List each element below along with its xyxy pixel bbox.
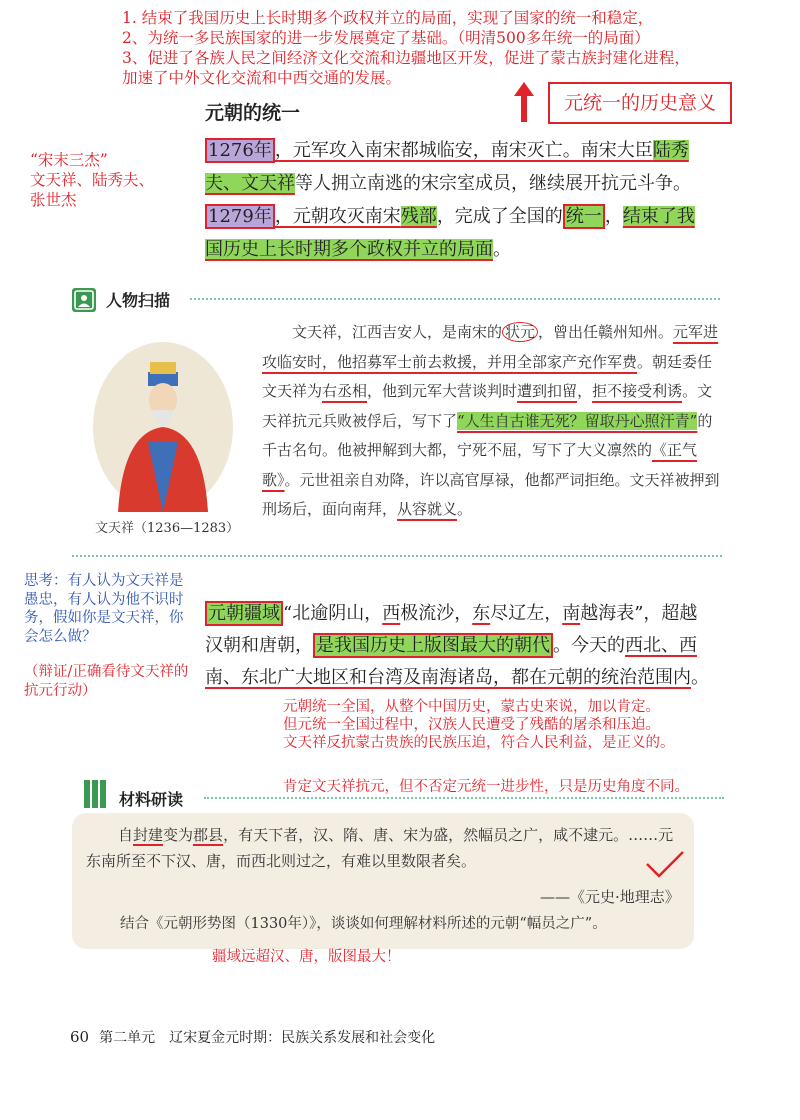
dialectical-view-note (24, 663, 214, 700)
song-three-heroes-note (30, 150, 190, 210)
note-line: 文天祥、陆秀夫、 (30, 171, 155, 189)
largest-dynasty-highlight: 是我国历史上版图最大的朝代 (313, 633, 553, 658)
east-underline: 东 (472, 603, 491, 624)
zhuangyuan-circled: 状元 (502, 322, 538, 342)
junxian-underline: 郡县 (193, 826, 224, 844)
detained-underline: 遭到扣留 (517, 382, 578, 400)
books-icon (84, 780, 106, 808)
section-divider (190, 298, 720, 300)
text-span: 变为 (163, 826, 194, 844)
material-reading-title: 材料研读 (119, 790, 184, 809)
unify-highlight: 统一 (563, 204, 605, 229)
text-span: ， (604, 206, 623, 227)
text-span: 自 (118, 826, 134, 844)
refuse-underline: 拒不接受利诱 (592, 382, 683, 400)
text-span: “北逾阴山， (283, 603, 383, 624)
regions-underline: 西北、西南、东北广大地区和台湾及南海诸岛，都在元朝的统治范围内 (205, 635, 697, 688)
affirm-note: 肯定文天祥抗元，但不否定元统一进步性，只是历史角度不同。 (283, 779, 689, 795)
material-quote (86, 822, 686, 874)
family-wealth-underline: 全部家产充作军费 (517, 352, 638, 371)
text-span: 。元世祖亲自劝降，许以高官厚禄，他都严词拒绝。文天祥被押到刑场后，面向南拜， (262, 470, 720, 518)
fengjian-underline: 封建 (133, 826, 164, 844)
text-span: 尽辽左， (490, 603, 563, 624)
text-span: ， (577, 382, 593, 400)
note-line: 张世杰 (30, 191, 77, 209)
calm-death-underline: 从容就义 (397, 500, 458, 518)
text-span: 越海表”，超越汉朝和唐朝， (205, 603, 698, 656)
note-line: （辩证/正确看待文天祥的 (24, 664, 189, 680)
wen-tianxiang-portrait (88, 332, 238, 512)
wen-tianxiang-biography (262, 318, 722, 525)
person-icon (72, 288, 96, 312)
significance-box: 元统一的历史意义 (548, 82, 732, 124)
territory-paragraph (205, 598, 710, 694)
text-span: ，元朝攻灭南宋 (274, 206, 401, 227)
text-span: 的千古名句。他被押解到大都，宁死不屈，写下了大义凛然的 (262, 411, 713, 459)
page-number: 60 (70, 1028, 90, 1046)
chancellor-underline: 右丞相 (322, 382, 368, 400)
text-span: ，曾出任赣州知州。 (538, 323, 674, 341)
text-span: 极流沙， (400, 603, 473, 624)
note-line: 加速了中外文化交流和中西交通的发展。 (122, 69, 402, 87)
person-scan-title: 人物扫描 (106, 291, 171, 310)
note-line: 但元统一全国过程中，汉族人民遭受了残酷的屠杀和压迫。 (283, 717, 660, 733)
year-1279: 1279年 (205, 204, 275, 229)
text-span: 。文天祥抗元兵败被俘后，写下了 (262, 382, 713, 430)
unification-paragraph (205, 134, 705, 266)
section-divider (204, 797, 724, 799)
note-line: 愚忠，有人认为他不识时 (24, 591, 184, 608)
material-question: 结合《元朝形势图（1330年）》，谈谈如何理解材料所述的元朝“幅员之广”。 (120, 916, 607, 932)
yuan-unification-evaluation-note (283, 698, 723, 752)
portrait-caption: 文天祥（1236—1283） (95, 521, 240, 536)
note-line: “宋末三杰” (30, 151, 108, 169)
note-line: 3、促进了各族人民之间经济文化交流和边疆地区开发，促进了蒙古族封建化进程， (122, 49, 690, 67)
text-span: 文天祥，江西吉安人，是南宋的 (292, 323, 503, 341)
territory-highlight: 元朝疆域 (205, 601, 283, 626)
note-line: 2、为统一多民族国家的进一步发展奠定了基础。（明清500多年统一的局面） (122, 29, 650, 47)
unit-title: 第二单元 辽宋夏金元时期：民族关系发展和社会变化 (99, 1030, 436, 1046)
note-line: 元朝统一全国，从整个中国历史，蒙古史来说，加以肯定。 (283, 699, 660, 715)
text-span: ，元军攻入南宋都城临安，南宋灭亡。南宋大臣 (274, 140, 653, 161)
note-line: 抗元行动） (24, 682, 97, 699)
territory-answer-note: 疆域远超汉、唐，版图最大！ (212, 949, 401, 965)
west-underline: 西 (382, 603, 401, 624)
section-divider (72, 555, 722, 557)
text-span: 元军进攻临安时，他招募军士前去救援，并用 (262, 323, 719, 371)
page-footer (70, 1027, 435, 1047)
note-line: 文天祥反抗蒙古贵族的民族压迫，符合人民利益，是正义的。 (283, 735, 675, 751)
text-span: ，完成了全国的 (436, 206, 563, 227)
zhengqi-ge-underline: 《正气歌》 (262, 441, 698, 489)
famous-poem-highlight: “人生自古谁无死？留取丹心照汗青” (457, 411, 698, 430)
thinking-question-note (24, 572, 204, 646)
text-span: 。 (457, 500, 473, 518)
text-span: ，有天下者，汉、隋、唐、宋为盛，然幅员之广，咸不逮元。……元东南所至不下汉、唐，而西北则过之，有难以里数限者矣。 (86, 826, 674, 870)
remnant-highlight: 残部 (400, 206, 437, 227)
up-arrow-icon (512, 82, 536, 122)
text-span: 。朝廷委任文天祥为 (262, 352, 713, 400)
heroes-highlight: 陆秀夫、文天祥 (205, 140, 689, 194)
note-line: 1. 结束了我国历史上长时期多个政权并立的局面，实现了国家的统一和稳定， (122, 9, 654, 27)
text-span: 。 (691, 667, 709, 688)
check-mark-icon (645, 850, 685, 878)
handwritten-significance-notes (122, 8, 792, 88)
note-line: 会怎么做？ (24, 628, 97, 645)
south-underline: 南 (562, 603, 581, 624)
end-split-highlight: 结束了我国历史上长时期多个政权并立的局面 (205, 206, 695, 260)
text-span: 等人拥立南逃的宋宗室成员，继续展开抗元斗争。 (295, 173, 691, 194)
section-title: 元朝的统一 (205, 102, 301, 124)
note-line: 务，假如你是文天祥，你 (24, 610, 184, 626)
material-source: ——《元史·地理志》 (540, 888, 680, 906)
text-span: 。 (493, 239, 511, 260)
year-1276: 1276年 (205, 138, 275, 163)
note-line: 思考：有人认为文天祥是 (24, 573, 184, 589)
text-span: 。今天的 (553, 635, 625, 656)
text-span: ，他到元军大营谈判时 (367, 382, 518, 400)
